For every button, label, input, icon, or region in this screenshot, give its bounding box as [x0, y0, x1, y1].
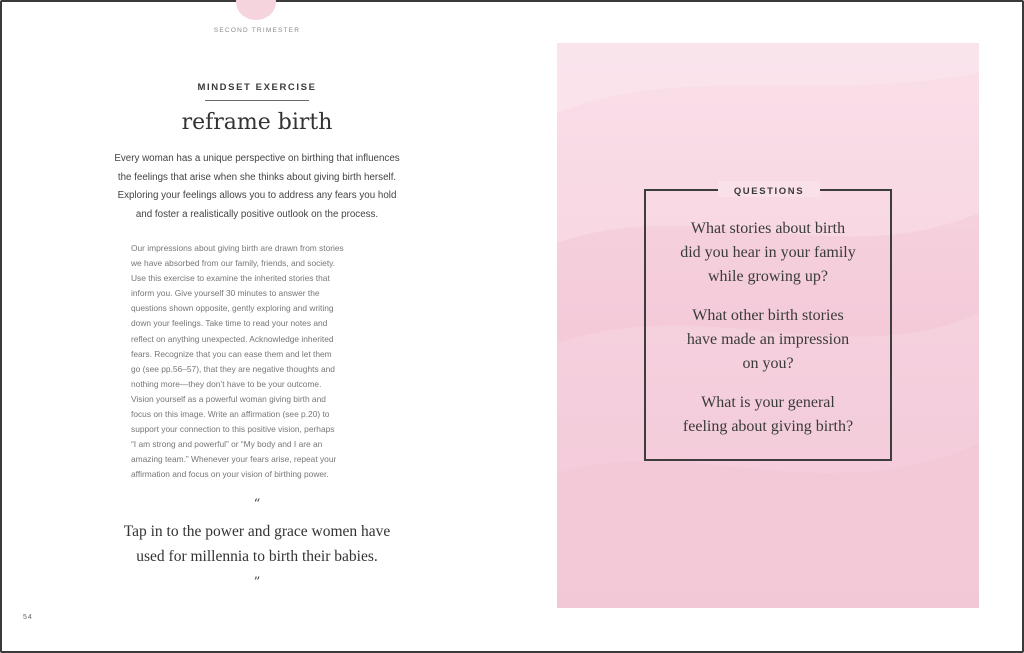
page-title: reframe birth	[181, 110, 333, 135]
pull-quote	[86, 519, 428, 569]
intro-line: Exploring your feelings allows you to address any fears you hold	[117, 190, 397, 201]
body-line: questions shown opposite, gently exploring and writing	[131, 303, 334, 314]
running-head: SECOND TRIMESTER	[213, 27, 301, 34]
body-line: reflect on anything unexpected. Acknowledge inherited	[131, 333, 334, 344]
open-quote-mark: “	[253, 497, 261, 512]
kicker-underline	[205, 100, 309, 101]
question-line: did you hear in your family	[680, 244, 856, 261]
intro-line: and foster a realistically positive outlook on the process.	[135, 208, 379, 220]
body-line: “I am strong and powerful” or “My body and I are an	[131, 439, 323, 450]
question-line: while growing up?	[708, 268, 828, 285]
question-line: have made an impression	[686, 331, 850, 348]
quote-line: used for millennia to birth their babies.	[136, 548, 378, 565]
body-line: Our impressions about giving birth are drawn from stories	[131, 243, 344, 253]
body-line: we have absorbed from our family, friends, and society.	[131, 258, 336, 269]
body-line: affirmation and focus on your vision of birthing power.	[131, 469, 329, 480]
body-line: inform you. Give yourself 30 minutes to answer the	[131, 288, 320, 299]
question-item	[650, 304, 886, 376]
section-kicker: MINDSET EXERCISE	[197, 82, 317, 93]
intro-line: the feelings that arise when she thinks about giving birth herself.	[117, 171, 397, 183]
close-quote-mark: ”	[253, 575, 261, 590]
body-paragraph	[131, 241, 381, 483]
question-line: What is your general	[701, 394, 835, 411]
body-line: Use this exercise to examine the inherited stories that	[131, 273, 330, 284]
question-item	[650, 217, 886, 289]
body-line: nothing more—they don’t have to be your outcome.	[131, 378, 322, 389]
intro-paragraph	[96, 150, 418, 224]
question-item	[650, 391, 886, 439]
questions-label-wrap	[718, 181, 820, 197]
question-line: What other birth stories	[692, 307, 844, 324]
body-line: focus on this image. Write an affirmation (see p.20) to	[131, 409, 330, 420]
page-number: 54	[23, 614, 33, 621]
question-line: on you?	[742, 355, 794, 372]
body-line: down your feelings. Take time to read your notes and	[131, 318, 328, 329]
body-line: amazing team.” Whenever your fears arise, repeat your	[131, 454, 337, 465]
intro-line: Every woman has a unique perspective on birthing that influences	[114, 153, 400, 164]
questions-label: QUESTIONS	[733, 186, 805, 197]
body-line: fears. Recognize that you can ease them and let them	[131, 348, 332, 359]
body-line: go (see pp.56–57), that they are negative thoughts and	[131, 363, 335, 374]
questions-list	[650, 217, 886, 454]
body-line: Vision yourself as a powerful woman giving birth and	[131, 393, 326, 404]
quote-line: Tap in to the power and grace women have	[123, 523, 391, 540]
question-line: feeling about giving birth?	[682, 418, 854, 435]
body-line: support your connection to this positive vision, perhaps	[131, 424, 335, 435]
question-line: What stories about birth	[690, 220, 846, 237]
